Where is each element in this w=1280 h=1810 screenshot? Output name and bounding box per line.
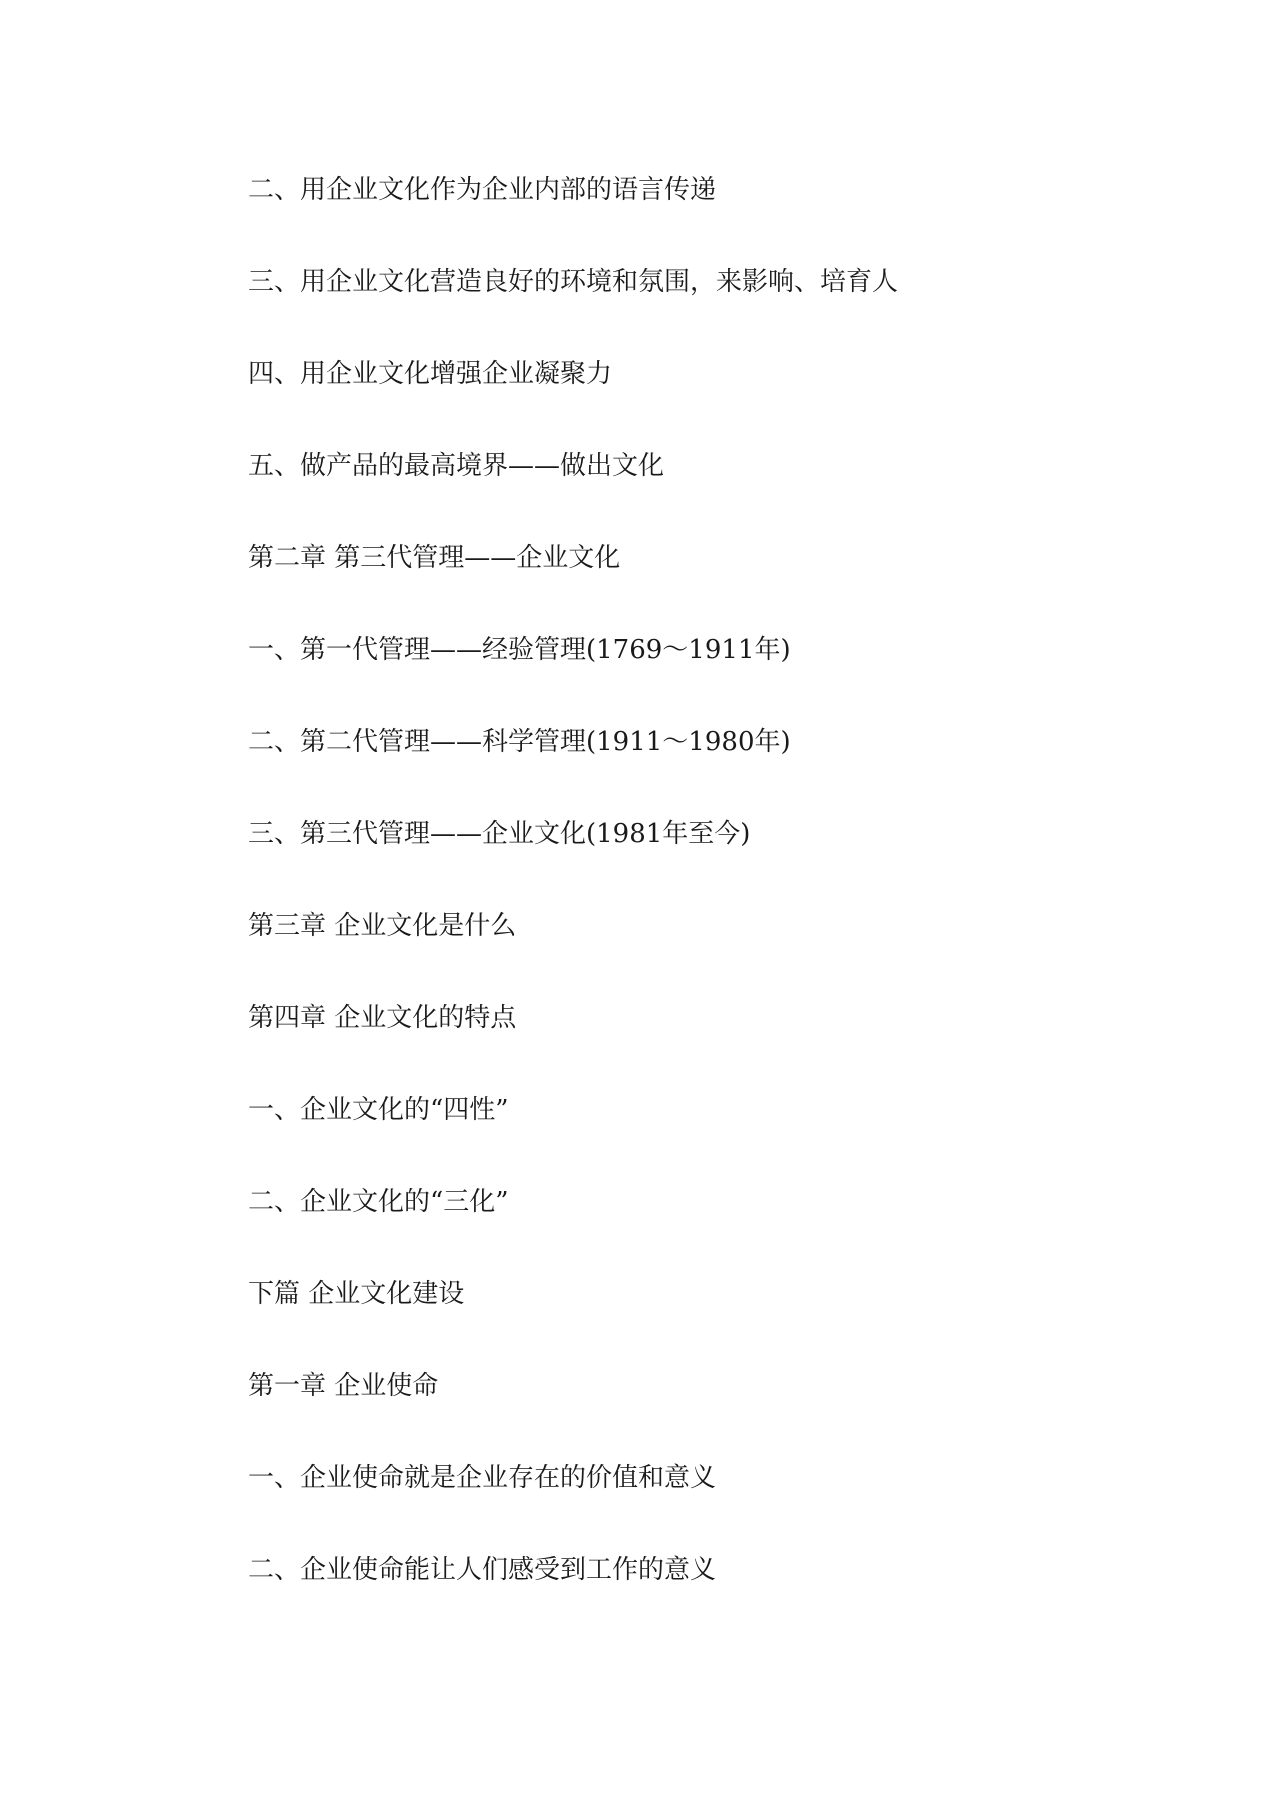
toc-line: 三、第三代管理——企业文化(1981年至今)	[248, 819, 751, 849]
chapter-heading: 第四章 企业文化的特点	[248, 1003, 517, 1033]
toc-line: 二、用企业文化作为企业内部的语言传递	[248, 175, 717, 205]
chapter-heading: 第三章 企业文化是什么	[248, 911, 517, 941]
toc-line: 四、用企业文化增强企业凝聚力	[248, 359, 613, 389]
toc-line: 一、第一代管理——经验管理(1769～1911年)	[248, 635, 791, 665]
part-heading: 下篇 企业文化建设	[248, 1279, 465, 1309]
toc-line: 一、企业文化的“四性”	[248, 1095, 509, 1125]
chapter-heading: 第一章 企业使命	[248, 1371, 439, 1401]
toc-line: 二、第二代管理——科学管理(1911～1980年)	[248, 727, 791, 757]
chapter-heading: 第二章 第三代管理——企业文化	[248, 543, 621, 573]
toc-line: 二、企业文化的“三化”	[248, 1187, 509, 1217]
toc-line: 五、做产品的最高境界——做出文化	[248, 451, 665, 481]
toc-line: 二、企业使命能让人们感受到工作的意义	[248, 1555, 717, 1585]
toc-line: 一、企业使命就是企业存在的价值和意义	[248, 1463, 717, 1493]
toc-line: 三、用企业文化营造良好的环境和氛围，来影响、培育人	[248, 267, 899, 297]
